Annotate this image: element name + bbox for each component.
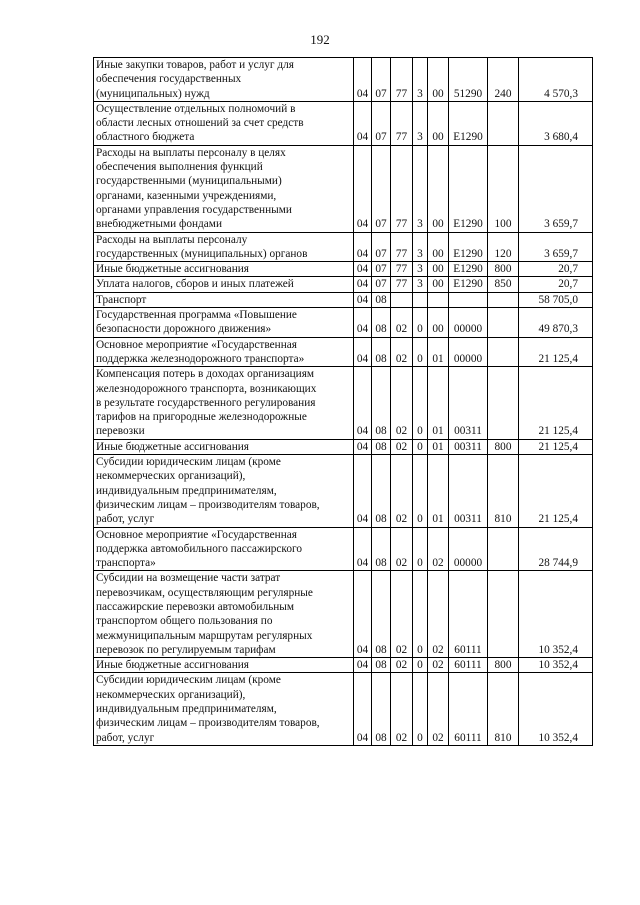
subsection-code-cell: 08 (372, 367, 391, 439)
subprogram-code-cell: 3 (413, 58, 428, 102)
table-row (94, 673, 593, 745)
amount-cell: 3 680,4 (519, 101, 593, 145)
item-name-cell (94, 292, 354, 307)
program-code-cell: 02 (391, 673, 413, 745)
table-row (94, 439, 593, 454)
expense-type-code-cell: 100 (488, 145, 519, 232)
section-code-cell: 04 (354, 308, 372, 338)
direction-code-cell: 00311 (449, 455, 488, 527)
event-code-cell: 01 (428, 367, 449, 439)
subprogram-code-cell: 0 (413, 439, 428, 454)
program-code-cell: 02 (391, 455, 413, 527)
item-name-line: пассажирские перевозки автомобильным (96, 600, 295, 613)
direction-code-cell: 00000 (449, 337, 488, 367)
amount-cell: 49 870,3 (519, 308, 593, 338)
item-name-line: тарифов на пригородные железнодорожные (96, 411, 307, 424)
amount-cell: 21 125,4 (519, 337, 593, 367)
event-code-cell: 00 (428, 145, 449, 232)
subsection-code-cell: 08 (372, 571, 391, 658)
event-code-cell: 00 (428, 232, 449, 262)
event-code-cell: 02 (428, 527, 449, 571)
subsection-code-cell: 07 (372, 145, 391, 232)
item-name-cell (94, 571, 354, 658)
subprogram-code-cell: 0 (413, 455, 428, 527)
item-name-line: областного бюджета (96, 131, 195, 144)
section-code-cell: 04 (354, 277, 372, 292)
amount-cell: 10 352,4 (519, 571, 593, 658)
subprogram-code-cell: 0 (413, 308, 428, 338)
item-name-line: (муниципальных) нужд (96, 87, 210, 100)
program-code-cell: 02 (391, 308, 413, 338)
program-code-cell: 77 (391, 101, 413, 145)
table-row (94, 658, 593, 673)
item-name-line: Государственная программа «Повышение (96, 309, 297, 322)
expense-type-code-cell (488, 571, 519, 658)
item-name-line: Расходы на выплаты персоналу (96, 233, 248, 246)
subprogram-code-cell: 3 (413, 145, 428, 232)
item-name-line: Компенсация потерь в доходах организациям (96, 368, 315, 381)
amount-cell: 58 705,0 (519, 292, 593, 307)
table-row (94, 262, 593, 277)
section-code-cell: 04 (354, 673, 372, 745)
event-code-cell: 00 (428, 277, 449, 292)
amount-cell: 28 744,9 (519, 527, 593, 571)
subsection-code-cell: 08 (372, 337, 391, 367)
subprogram-code-cell (413, 292, 428, 307)
expense-type-code-cell: 120 (488, 232, 519, 262)
direction-code-cell: 60111 (449, 571, 488, 658)
item-name-cell (94, 455, 354, 527)
amount-cell: 20,7 (519, 262, 593, 277)
table-row (94, 308, 593, 338)
direction-code-cell: 60111 (449, 673, 488, 745)
item-name-cell (94, 101, 354, 145)
item-name-line: Уплата налогов, сборов и иных платежей (96, 278, 294, 291)
expense-type-code-cell: 240 (488, 58, 519, 102)
event-code-cell: 00 (428, 101, 449, 145)
item-name-line: перевозчикам, осуществляющим регулярные (96, 586, 313, 599)
expense-type-code-cell (488, 308, 519, 338)
subsection-code-cell: 08 (372, 439, 391, 454)
item-name-cell (94, 673, 354, 745)
item-name-line: Основное мероприятие «Государственная (96, 338, 297, 351)
event-code-cell: 00 (428, 58, 449, 102)
event-code-cell (428, 292, 449, 307)
item-name-line: некоммерческих организаций), (96, 688, 246, 701)
subsection-code-cell: 07 (372, 232, 391, 262)
subsection-code-cell: 08 (372, 292, 391, 307)
subprogram-code-cell: 3 (413, 101, 428, 145)
table-row (94, 571, 593, 658)
item-name-line: органами управления государственными (96, 203, 292, 216)
item-name-cell (94, 58, 354, 102)
program-code-cell: 02 (391, 337, 413, 367)
direction-code-cell: 00311 (449, 439, 488, 454)
item-name-line: поддержка автомобильного пассажирского (96, 542, 302, 555)
subsection-code-cell: 08 (372, 658, 391, 673)
section-code-cell: 04 (354, 58, 372, 102)
direction-code-cell: Е1290 (449, 277, 488, 292)
subsection-code-cell: 07 (372, 277, 391, 292)
amount-cell: 20,7 (519, 277, 593, 292)
table-row (94, 455, 593, 527)
item-name-cell (94, 439, 354, 454)
section-code-cell: 04 (354, 101, 372, 145)
page-number: 192 (310, 32, 330, 47)
subsection-code-cell: 07 (372, 262, 391, 277)
subsection-code-cell: 08 (372, 455, 391, 527)
direction-code-cell: 51290 (449, 58, 488, 102)
amount-cell: 3 659,7 (519, 232, 593, 262)
expense-type-code-cell: 800 (488, 658, 519, 673)
expense-type-code-cell (488, 292, 519, 307)
section-code-cell: 04 (354, 145, 372, 232)
item-name-line: Расходы на выплаты персоналу в целях (96, 146, 286, 159)
item-name-line: государственных (муниципальных) органов (96, 247, 308, 260)
subprogram-code-cell: 0 (413, 673, 428, 745)
subprogram-code-cell: 0 (413, 658, 428, 673)
item-name-line: транспорта» (96, 557, 156, 570)
item-name-line: Иные бюджетные ассигнования (96, 659, 249, 672)
item-name-cell (94, 337, 354, 367)
section-code-cell: 04 (354, 455, 372, 527)
expense-type-code-cell: 800 (488, 439, 519, 454)
direction-code-cell: Е1290 (449, 145, 488, 232)
event-code-cell: 00 (428, 262, 449, 277)
program-code-cell: 02 (391, 527, 413, 571)
direction-code-cell: 60111 (449, 658, 488, 673)
table-row (94, 145, 593, 232)
direction-code-cell (449, 292, 488, 307)
expense-type-code-cell: 850 (488, 277, 519, 292)
item-name-cell (94, 367, 354, 439)
item-name-line: железнодорожного транспорта, возникающих (96, 382, 317, 395)
amount-cell: 21 125,4 (519, 439, 593, 454)
item-name-line: транспортом общего пользования по (96, 615, 273, 628)
section-code-cell: 04 (354, 658, 372, 673)
subprogram-code-cell: 0 (413, 527, 428, 571)
section-code-cell: 04 (354, 527, 372, 571)
item-name-line: Субсидии юридическим лицам (кроме (96, 674, 281, 687)
event-code-cell: 01 (428, 337, 449, 367)
section-code-cell: 04 (354, 232, 372, 262)
table-row (94, 527, 593, 571)
section-code-cell: 04 (354, 292, 372, 307)
amount-cell: 10 352,4 (519, 673, 593, 745)
subprogram-code-cell: 0 (413, 337, 428, 367)
table-row (94, 277, 593, 292)
program-code-cell: 77 (391, 232, 413, 262)
amount-cell: 10 352,4 (519, 658, 593, 673)
program-code-cell: 02 (391, 571, 413, 658)
item-name-line: внебюджетными фондами (96, 218, 222, 231)
program-code-cell: 77 (391, 145, 413, 232)
subprogram-code-cell: 0 (413, 571, 428, 658)
item-name-cell (94, 658, 354, 673)
expense-type-code-cell (488, 367, 519, 439)
expense-type-code-cell: 810 (488, 673, 519, 745)
event-code-cell: 00 (428, 308, 449, 338)
item-name-line: перевозки (96, 425, 145, 438)
program-code-cell: 77 (391, 277, 413, 292)
subsection-code-cell: 07 (372, 58, 391, 102)
item-name-line: поддержка железнодорожного транспорта» (96, 352, 305, 365)
item-name-line: физическим лицам – производителям товаров, (96, 498, 320, 511)
item-name-line: Транспорт (96, 293, 147, 306)
subsection-code-cell: 08 (372, 527, 391, 571)
section-code-cell: 04 (354, 262, 372, 277)
program-code-cell: 02 (391, 658, 413, 673)
table-row (94, 232, 593, 262)
amount-cell: 4 570,3 (519, 58, 593, 102)
budget-table (93, 57, 593, 746)
event-code-cell: 01 (428, 439, 449, 454)
item-name-line: индивидуальным предпринимателям, (96, 703, 277, 716)
item-name-line: некоммерческих организаций), (96, 470, 246, 483)
subsection-code-cell: 08 (372, 673, 391, 745)
amount-cell: 21 125,4 (519, 367, 593, 439)
item-name-cell (94, 308, 354, 338)
event-code-cell: 01 (428, 455, 449, 527)
event-code-cell: 02 (428, 571, 449, 658)
program-code-cell (391, 292, 413, 307)
direction-code-cell: 00000 (449, 308, 488, 338)
direction-code-cell: Е1290 (449, 101, 488, 145)
item-name-line: межмуниципальным маршрутам регулярных (96, 629, 313, 642)
item-name-line: обеспечения выполнения функций (96, 161, 263, 174)
subsection-code-cell: 07 (372, 101, 391, 145)
item-name-line: государственными (муниципальными) (96, 175, 282, 188)
subprogram-code-cell: 3 (413, 277, 428, 292)
expense-type-code-cell: 810 (488, 455, 519, 527)
direction-code-cell: 00000 (449, 527, 488, 571)
table-row (94, 58, 593, 102)
table-row (94, 101, 593, 145)
item-name-line: Иные бюджетные ассигнования (96, 263, 249, 276)
item-name-line: в результате государственного регулирования (96, 396, 316, 409)
section-code-cell: 04 (354, 571, 372, 658)
program-code-cell: 77 (391, 58, 413, 102)
subprogram-code-cell: 0 (413, 367, 428, 439)
program-code-cell: 77 (391, 262, 413, 277)
item-name-cell (94, 262, 354, 277)
item-name-line: органами, казенными учреждениями, (96, 189, 277, 202)
item-name-cell (94, 277, 354, 292)
item-name-cell (94, 527, 354, 571)
item-name-line: работ, услуг (96, 513, 155, 526)
item-name-line: Субсидии юридическим лицам (кроме (96, 456, 281, 469)
expense-type-code-cell (488, 527, 519, 571)
table-row (94, 337, 593, 367)
table-row (94, 367, 593, 439)
direction-code-cell: Е1290 (449, 232, 488, 262)
program-code-cell: 02 (391, 439, 413, 454)
item-name-line: Основное мероприятие «Государственная (96, 528, 297, 541)
item-name-line: физическим лицам – производителям товаров, (96, 717, 320, 730)
expense-type-code-cell (488, 101, 519, 145)
direction-code-cell: Е1290 (449, 262, 488, 277)
item-name-cell (94, 232, 354, 262)
program-code-cell: 02 (391, 367, 413, 439)
table-row (94, 292, 593, 307)
item-name-line: Иные закупки товаров, работ и услуг для (96, 59, 294, 71)
subsection-code-cell: 08 (372, 308, 391, 338)
item-name-line: безопасности дорожного движения» (96, 323, 272, 336)
item-name-line: обеспечения государственных (96, 73, 242, 86)
section-code-cell: 04 (354, 367, 372, 439)
item-name-line: области лесных отношений за счет средств (96, 117, 304, 130)
item-name-line: индивидуальным предпринимателям, (96, 484, 277, 497)
direction-code-cell: 00311 (449, 367, 488, 439)
subprogram-code-cell: 3 (413, 262, 428, 277)
amount-cell: 3 659,7 (519, 145, 593, 232)
expense-type-code-cell (488, 337, 519, 367)
event-code-cell: 02 (428, 673, 449, 745)
subprogram-code-cell: 3 (413, 232, 428, 262)
item-name-line: Осуществление отдельных полномочий в (96, 102, 296, 115)
section-code-cell: 04 (354, 337, 372, 367)
event-code-cell: 02 (428, 658, 449, 673)
item-name-line: Иные бюджетные ассигнования (96, 440, 249, 453)
expense-type-code-cell: 800 (488, 262, 519, 277)
item-name-cell (94, 145, 354, 232)
amount-cell: 21 125,4 (519, 455, 593, 527)
item-name-line: работ, услуг (96, 731, 155, 744)
item-name-line: перевозок по регулируемым тарифам (96, 643, 276, 656)
section-code-cell: 04 (354, 439, 372, 454)
item-name-line: Субсидии на возмещение части затрат (96, 572, 281, 585)
